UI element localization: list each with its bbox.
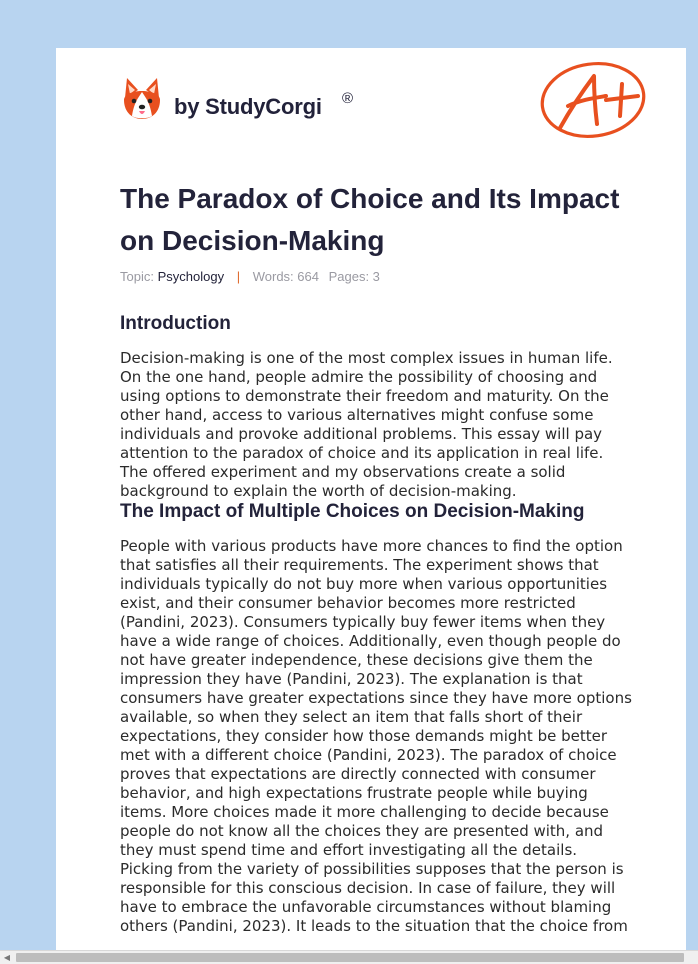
brand-name[interactable]: by StudyCorgi xyxy=(174,94,322,119)
word-count: Words: 664 xyxy=(252,269,319,284)
scrollbar-thumb[interactable] xyxy=(16,953,684,962)
document-page xyxy=(56,48,686,950)
section-heading-impact: The Impact of Multiple Choices on Decision-Making xyxy=(120,501,585,522)
section-paragraph-impact: People with various products have more chances to find the option that satisfies all their requirements. The experiment shows that individuals typically do not buy more when various opportunities exist, and their consumer behavior becomes more restricted (Pandini, 2023). Consumers typically buy fewer items when they have a wide range of choices. Additionally, even though people do not have greater independence, these decisions give them the impression they have (Pandini, 2023). The explanation is that consumers have greater expectations since they have more options available, so when they select an item that falls short of their expectations, they consider how those demands might be better met with a different choice (Pandini, 2023). The paradox of choice proves that expectations are directly connected with consumer behavior, and high expectations frustrate people while buying items. More choices made it more challenging to decide because people do not know all the choices they are presented with, and they must spend time and effort investigating all the details. Picking from the variety of possibilities supposes that the person is responsible for this conscious decision. In case of failure, they will have to embrace the unfavorable circumstances without blaming others (Pandini, 2023). It leads to the situation that the choice from xyxy=(120,537,632,935)
section-heading-introduction: Introduction xyxy=(120,313,231,334)
page-count: Pages: 3 xyxy=(328,269,380,284)
section-paragraph-introduction: Decision-making is one of the most complex issues in human life. On the one hand, people admire the possibility of choosing and using options to demonstrate their freedom and maturity. On the other hand, access to various alternatives might confuse some individuals and provoke additional problems. This essay will pay attention to the paradox of choice and its application in real life. The offered experiment and my observations create a solid background to explain the worth of decision-making. xyxy=(120,349,613,500)
document-meta xyxy=(120,269,380,284)
corgi-logo-icon xyxy=(121,76,163,122)
a-plus-grade-icon xyxy=(538,58,648,140)
meta-separator: | xyxy=(236,269,241,284)
document-title: The Paradox of Choice and Its Impact on Decision-Making xyxy=(120,183,620,256)
horizontal-scrollbar[interactable] xyxy=(0,950,698,964)
topic-label: Topic: xyxy=(120,269,154,284)
topic-link[interactable]: Psychology xyxy=(157,269,225,284)
registered-mark: ® xyxy=(342,90,354,107)
scroll-left-arrow-icon[interactable]: ◀ xyxy=(3,953,11,962)
